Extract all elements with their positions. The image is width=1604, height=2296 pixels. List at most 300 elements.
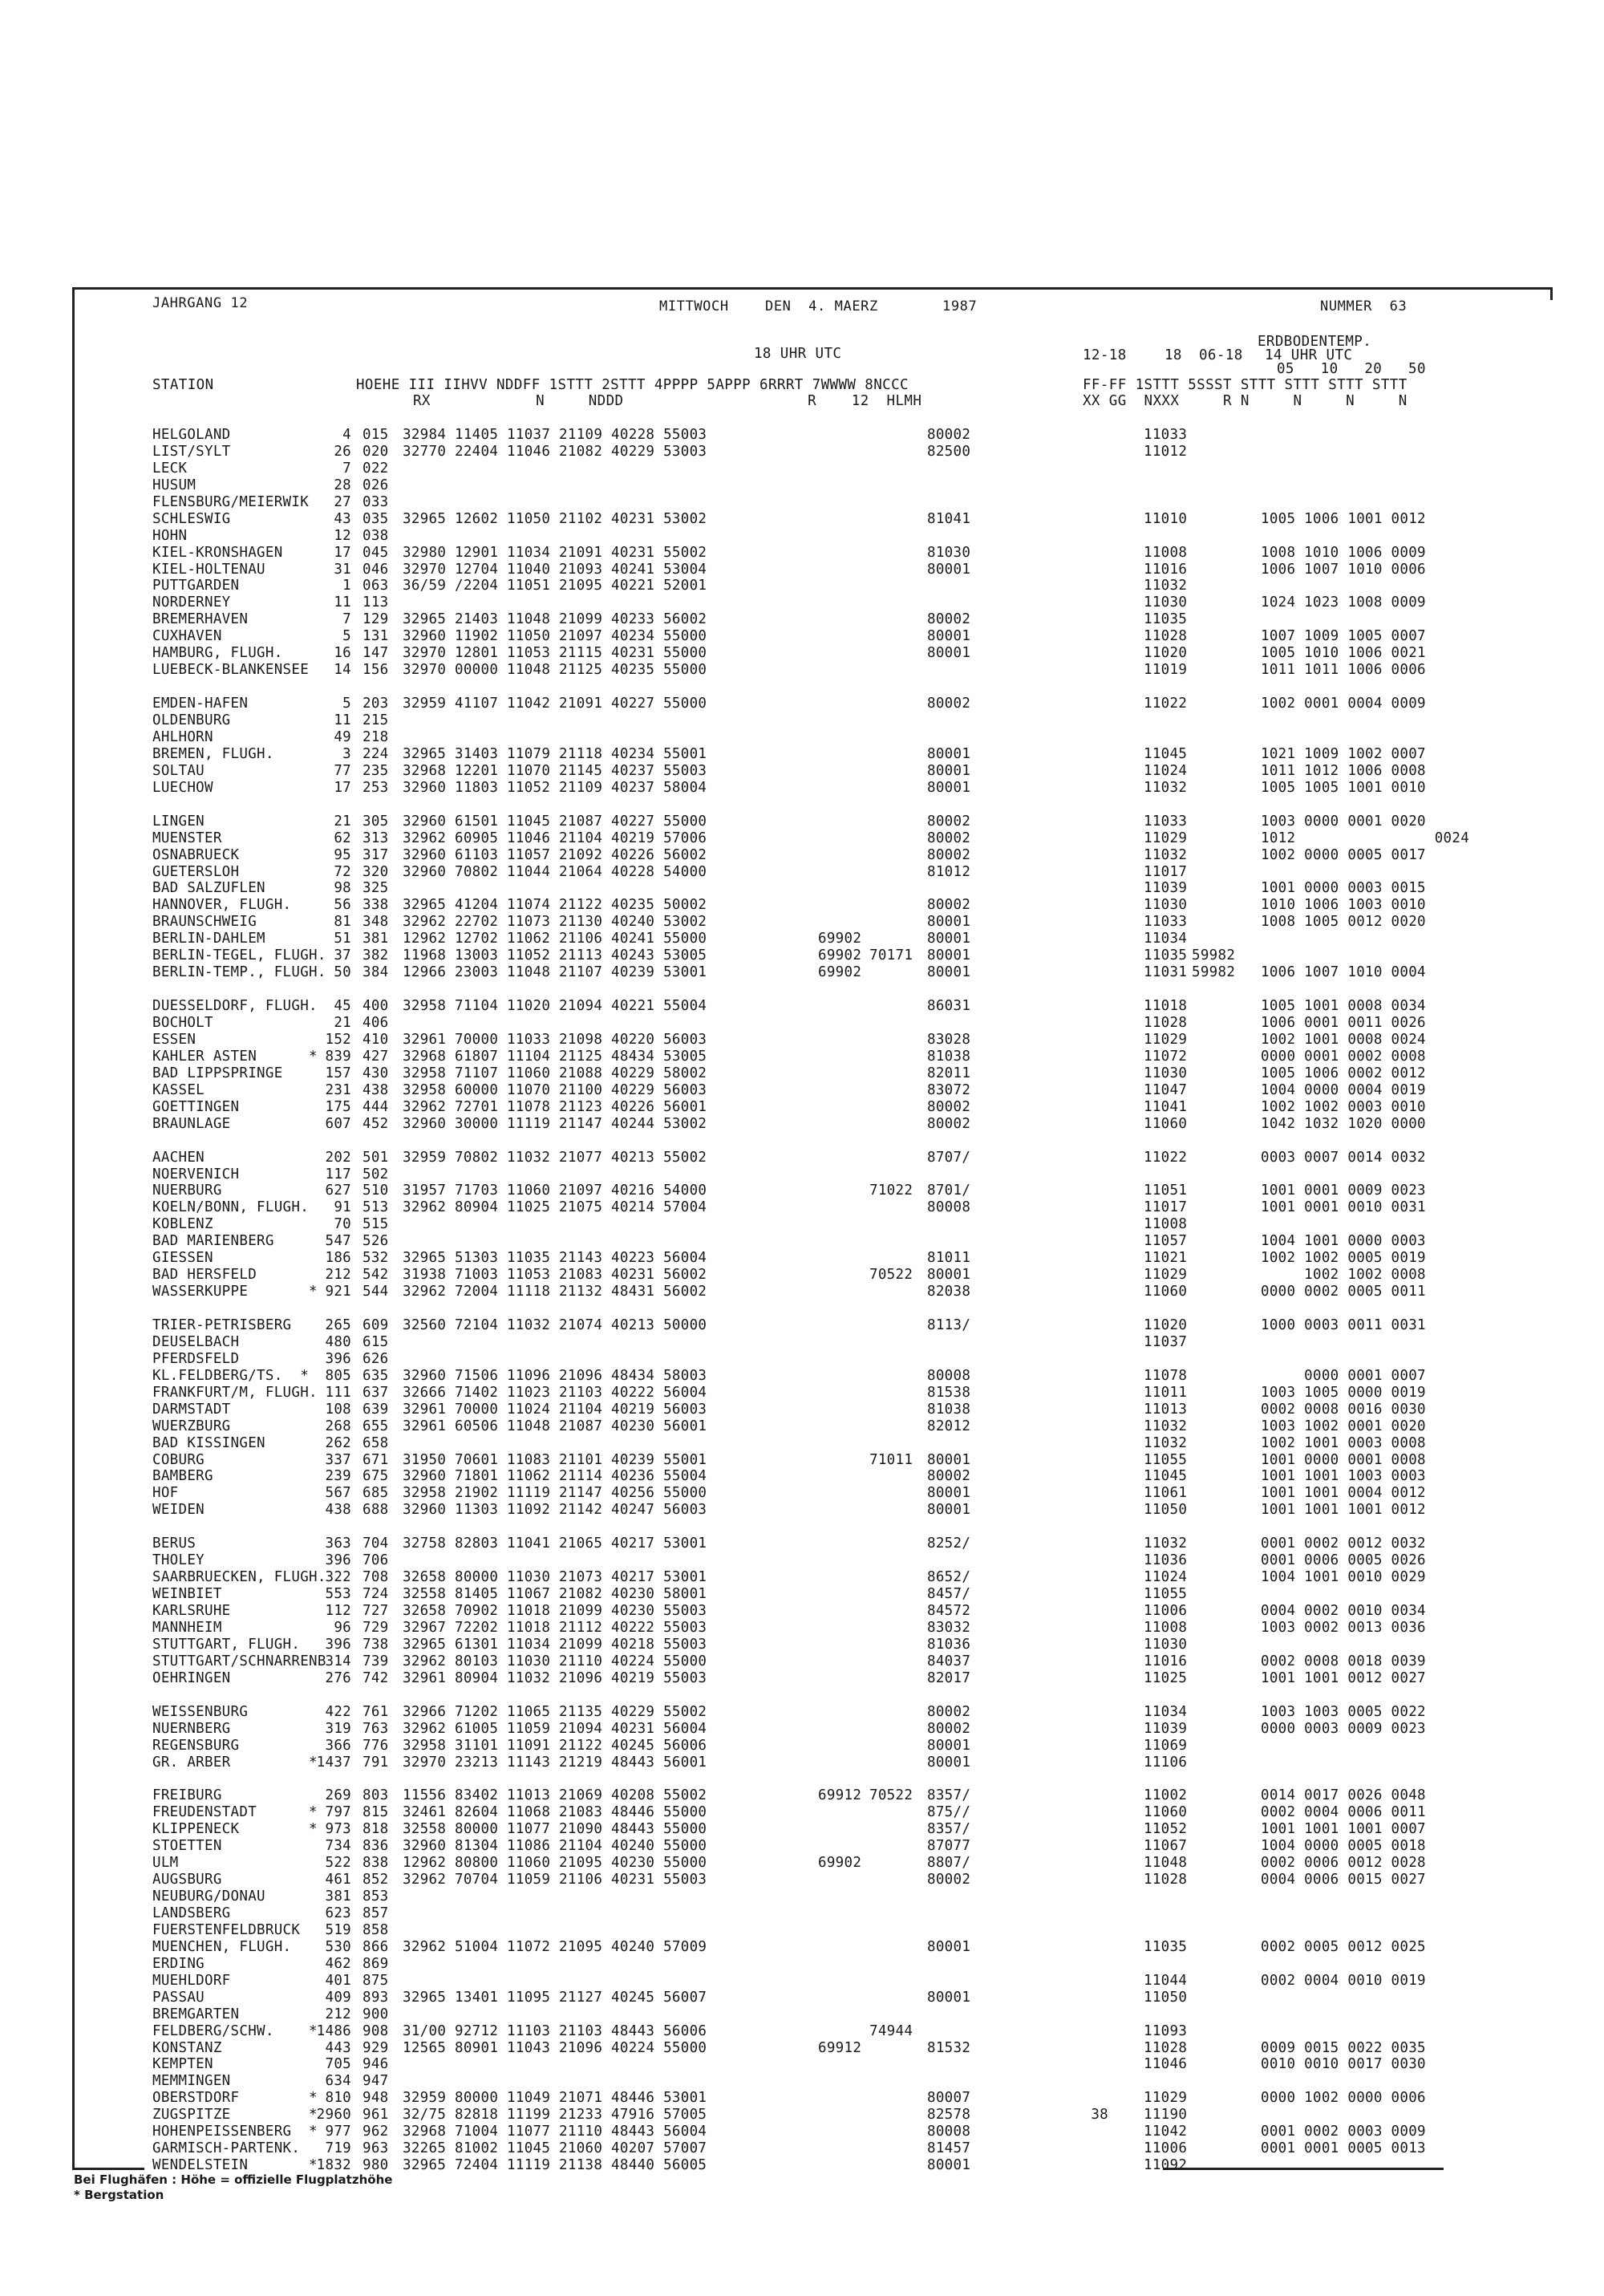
h18-heading: 18: [1165, 347, 1182, 363]
cloud-group: 80001: [927, 561, 971, 578]
station-index: 215: [363, 712, 389, 728]
jahrgang: JAHRGANG 12: [152, 295, 249, 311]
group-spacer: [149, 981, 1513, 998]
station-index: 406: [363, 1015, 389, 1031]
table-row: [149, 947, 1513, 964]
max-temp-group: 11034: [1144, 931, 1188, 947]
station-name: BERLIN-DAHLEM: [152, 931, 265, 947]
main-groups: 32962 22702 11073 21130 40240 53002: [403, 914, 707, 931]
weather-group: 74944: [869, 2022, 913, 2039]
cloud-group: 80001: [927, 1938, 971, 1955]
soil-temps: 1006 0001 0011 0026: [1261, 1015, 1426, 1031]
soil-temps: 1001 1001 0012 0027: [1261, 1669, 1426, 1686]
station-index: 035: [363, 510, 389, 527]
station-index: 961: [363, 2107, 389, 2124]
table-row: [149, 1603, 1513, 1620]
max-temp-group: 11039: [1144, 1720, 1188, 1737]
station-name: WEIDEN: [152, 1502, 205, 1519]
station-index: 513: [363, 1199, 389, 1216]
altitude: 108: [325, 1401, 351, 1418]
station-index: 963: [363, 2140, 389, 2157]
max-temp-group: 11045: [1144, 1468, 1188, 1485]
cloud-group: 8113/: [927, 1317, 971, 1333]
altitude: 810: [325, 2090, 351, 2107]
cloud-group: 8807/: [927, 1855, 971, 1872]
max-temp-group: 11036: [1144, 1552, 1188, 1569]
cloud-group: 8652/: [927, 1569, 971, 1586]
station-name: TRIER-PETRISBERG: [152, 1317, 292, 1333]
main-groups: 32965 41204 11074 21122 40235 50002: [403, 897, 707, 914]
cloud-group: 81012: [927, 863, 971, 880]
table-row: [149, 1939, 1513, 1956]
altitude: 11: [334, 594, 351, 611]
cloud-group: 8457/: [927, 1586, 971, 1603]
table-row: [149, 645, 1513, 662]
table-row: [149, 1250, 1513, 1267]
table-row: [149, 1804, 1513, 1821]
station-index: 444: [363, 1098, 389, 1115]
max-temp-group: 11032: [1144, 846, 1188, 863]
soil-temps: 0000 0001 0002 0008: [1261, 1048, 1426, 1065]
main-groups: 32658 80000 11030 21073 40217 53001: [403, 1569, 707, 1586]
station-name: GIESSEN: [152, 1250, 213, 1267]
table-row: [149, 1872, 1513, 1888]
sunshine-group: 59982: [1192, 964, 1236, 981]
max-temp-group: 11021: [1144, 1250, 1188, 1267]
cloud-group: 83032: [927, 1619, 971, 1636]
station-index: 853: [363, 1888, 389, 1905]
max-temp-group: 11035: [1144, 947, 1188, 964]
main-groups: 32959 80000 11049 21071 48446 53001: [403, 2090, 707, 2107]
table-row: [149, 1754, 1513, 1771]
table-row: [149, 1973, 1513, 1990]
max-temp-group: 11030: [1144, 1636, 1188, 1653]
table-row: [149, 2140, 1513, 2157]
cloud-group: 80002: [927, 813, 971, 830]
h0618-heading: 06-18: [1199, 347, 1243, 363]
max-temp-group: 11028: [1144, 2039, 1188, 2056]
cloud-group: 8357/: [927, 1787, 971, 1804]
gust-group: 38: [1091, 2107, 1108, 2124]
station-index: 253: [363, 779, 389, 796]
table-row: [149, 1888, 1513, 1905]
table-row: [149, 998, 1513, 1015]
station-index: 501: [363, 1149, 389, 1166]
station-index: 929: [363, 2039, 389, 2056]
group-spacer: [149, 797, 1513, 813]
station-index: 675: [363, 1468, 389, 1485]
station-index: 948: [363, 2090, 389, 2107]
station-name: HUSUM: [152, 477, 196, 493]
table-row: [149, 864, 1513, 881]
station-index: 639: [363, 1401, 389, 1418]
max-temp-group: 11028: [1144, 1015, 1188, 1031]
altitude: 530: [325, 1938, 351, 1955]
altitude: 72: [334, 863, 351, 880]
max-temp-group: 11029: [1144, 1031, 1188, 1048]
max-temp-group: 11018: [1144, 998, 1188, 1015]
weather-group: 71022: [869, 1182, 913, 1199]
station-index: 947: [363, 2073, 389, 2090]
altitude: 62: [334, 830, 351, 846]
max-temp-group: 11020: [1144, 645, 1188, 662]
station-name: SCHLESWIG: [152, 510, 231, 527]
soil-temps: 0002 0005 0012 0025: [1261, 1938, 1426, 1955]
station-index: 544: [363, 1284, 389, 1300]
station-index: 866: [363, 1938, 389, 1955]
altitude: 11: [334, 712, 351, 728]
bottom-rule-left: [72, 2168, 144, 2170]
soil-temps: 0000 0002 0005 0011: [1261, 1284, 1426, 1300]
table-row: [149, 1150, 1513, 1166]
station-index: 626: [363, 1350, 389, 1367]
table-row: [149, 1199, 1513, 1216]
h1218-heading: 12-18: [1083, 347, 1127, 363]
table-row: [149, 460, 1513, 477]
soil-temps: 1004 1001 0010 0029: [1261, 1569, 1426, 1586]
station-name: HAMBURG, FLUGH.: [152, 645, 283, 662]
station-index: 857: [363, 1905, 389, 1921]
soil-temps: 0001 0006 0005 0026: [1261, 1552, 1426, 1569]
station-index: 980: [363, 2157, 389, 2174]
table-row: [149, 1216, 1513, 1233]
station-name: HOF: [152, 1485, 179, 1502]
station-index: 400: [363, 998, 389, 1015]
altitude: 112: [325, 1603, 351, 1619]
max-temp-group: 11024: [1144, 1569, 1188, 1586]
table-row: [149, 1368, 1513, 1385]
table-row: [149, 1166, 1513, 1183]
altitude: 95: [334, 846, 351, 863]
station-name: FELDBERG/SCHW. *: [152, 2022, 318, 2039]
altitude: 422: [325, 1703, 351, 1720]
altitude: 5: [342, 628, 351, 645]
table-row: [149, 847, 1513, 864]
soil-temps: 1024 1023 1008 0009: [1261, 594, 1426, 611]
station-index: 046: [363, 561, 389, 578]
station-index: 729: [363, 1619, 389, 1636]
cloud-group: 84037: [927, 1653, 971, 1669]
station-name: FLENSBURG/MEIERWIK: [152, 493, 310, 510]
station-index: 147: [363, 645, 389, 662]
table-row: [149, 813, 1513, 830]
max-temp-group: 11034: [1144, 1703, 1188, 1720]
table-row: [149, 1838, 1513, 1855]
altitude: 381: [325, 1888, 351, 1905]
station-name: MUENSTER: [152, 830, 222, 846]
main-groups: 32958 60000 11070 21100 40229 56003: [403, 1081, 707, 1098]
year: 1987: [942, 298, 978, 314]
cloud-group: 87077: [927, 1838, 971, 1855]
station-table: [149, 427, 1513, 2174]
table-row: [149, 897, 1513, 914]
cloud-group: 80001: [927, 762, 971, 779]
cloud-group: 8357/: [927, 1821, 971, 1838]
station-index: 739: [363, 1653, 389, 1669]
altitude: 239: [325, 1468, 351, 1485]
station-index: 382: [363, 947, 389, 964]
station-index: 658: [363, 1434, 389, 1451]
soil-temps: 1012 0024: [1261, 830, 1470, 846]
max-temp-group: 11002: [1144, 1787, 1188, 1804]
station-index: 803: [363, 1787, 389, 1804]
main-groups: 32960 70802 11044 21064 40228 54000: [403, 863, 707, 880]
max-temp-group: 11033: [1144, 427, 1188, 443]
station-index: 637: [363, 1384, 389, 1401]
max-temp-group: 11069: [1144, 1737, 1188, 1754]
max-temp-group: 11029: [1144, 1267, 1188, 1284]
main-groups: 11968 13003 11052 21113 40243 53005: [403, 947, 707, 964]
table-row: [149, 1334, 1513, 1351]
altitude: 1832: [316, 2157, 351, 2174]
cloud-group: 80001: [927, 1989, 971, 2006]
table-row: [149, 2006, 1513, 2023]
table-row: [149, 1182, 1513, 1199]
table-row: [149, 1099, 1513, 1116]
main-groups: 32558 80000 11077 21090 48443 55000: [403, 1821, 707, 1838]
station-name: LANDSBERG: [152, 1905, 231, 1921]
cloud-group: 80001: [927, 931, 971, 947]
station-name: AUGSBURG: [152, 1872, 222, 1888]
max-temp-group: 11016: [1144, 1653, 1188, 1669]
soil-temps: 1004 1001 0000 0003: [1261, 1233, 1426, 1250]
cloud-group: 81038: [927, 1048, 971, 1065]
station-name: BERUS: [152, 1535, 196, 1552]
soil-temps: 1005 1006 1001 0012: [1261, 510, 1426, 527]
station-name: KIEL-HOLTENAU: [152, 561, 265, 578]
cloud-group: 8701/: [927, 1182, 971, 1199]
soil-temps: 1003 1002 0001 0020: [1261, 1418, 1426, 1434]
station-name: COBURG: [152, 1451, 205, 1468]
altitude: 443: [325, 2039, 351, 2056]
altitude: 202: [325, 1149, 351, 1166]
station-index: 852: [363, 1872, 389, 1888]
station-index: 724: [363, 1586, 389, 1603]
station-name: LINGEN: [152, 813, 205, 830]
table-row: [149, 477, 1513, 494]
altitude: 438: [325, 1502, 351, 1519]
group-spacer: [149, 1771, 1513, 1787]
max-temp-group: 11078: [1144, 1367, 1188, 1384]
cloud-group: 82017: [927, 1669, 971, 1686]
max-temp-group: 11055: [1144, 1586, 1188, 1603]
main-groups: 32770 22404 11046 21082 40229 53003: [403, 443, 707, 460]
altitude: 547: [325, 1233, 351, 1250]
main-groups: 32960 11803 11052 21109 40237 58004: [403, 779, 707, 796]
soil-temps: 1004 0000 0004 0019: [1261, 1081, 1426, 1098]
altitude: 265: [325, 1317, 351, 1333]
cloud-group: 80008: [927, 1367, 971, 1384]
soil-temps: 1003 1005 0000 0019: [1261, 1384, 1426, 1401]
main-groups: 32970 00000 11048 21125 40235 55000: [403, 662, 707, 679]
max-temp-group: 11106: [1144, 1754, 1188, 1771]
altitude: 28: [334, 477, 351, 493]
cloud-group: 86031: [927, 998, 971, 1015]
main-groups: 31938 71003 11053 21083 40231 56002: [403, 1267, 707, 1284]
altitude: 4: [342, 427, 351, 443]
table-row: [149, 729, 1513, 746]
weather-group: 70522: [869, 1787, 913, 1804]
main-groups: 32558 81405 11067 21082 40230 58001: [403, 1586, 707, 1603]
altitude: 268: [325, 1418, 351, 1434]
altitude: 480: [325, 1333, 351, 1350]
max-temp-group: 11008: [1144, 1619, 1188, 1636]
station-index: 706: [363, 1552, 389, 1569]
main-groups: 32965 12602 11050 21102 40231 53002: [403, 510, 707, 527]
max-temp-group: 11047: [1144, 1081, 1188, 1098]
station-name: FRANKFURT/M, FLUGH.: [152, 1384, 318, 1401]
main-groups: 32960 71506 11096 21096 48434 58003: [403, 1367, 707, 1384]
table-row: [149, 1267, 1513, 1284]
main-groups: 31950 70601 11083 21101 40239 55001: [403, 1451, 707, 1468]
station-index: 515: [363, 1216, 389, 1233]
altitude: 366: [325, 1737, 351, 1754]
altitude: 31: [334, 561, 351, 578]
max-temp-group: 11006: [1144, 1603, 1188, 1619]
soil-temps: 1006 1007 1010 0006: [1261, 561, 1426, 578]
station-index: 203: [363, 696, 389, 712]
table-row: [149, 2157, 1513, 2174]
cloud-group: 81532: [927, 2039, 971, 2056]
max-temp-group: 11025: [1144, 1669, 1188, 1686]
station-name: LIST/SYLT: [152, 443, 231, 460]
soil-temps: 1003 0002 0013 0036: [1261, 1619, 1426, 1636]
station-name: MUENCHEN, FLUGH.: [152, 1938, 292, 1955]
station-index: 869: [363, 1955, 389, 1972]
station-name: BAD HERSFELD: [152, 1267, 257, 1284]
table-row: [149, 1418, 1513, 1435]
main-groups: 32965 72404 11119 21138 48440 56005: [403, 2157, 707, 2174]
max-temp-group: 11016: [1144, 561, 1188, 578]
max-temp-group: 11008: [1144, 1216, 1188, 1233]
station-index: 542: [363, 1267, 389, 1284]
soil-temps: 0003 0007 0014 0032: [1261, 1149, 1426, 1166]
altitude: 977: [325, 2124, 351, 2140]
altitude: 973: [325, 1821, 351, 1838]
max-temp-group: 11055: [1144, 1451, 1188, 1468]
soil-temps: 1003 0000 0001 0020: [1261, 813, 1426, 830]
table-row: [149, 1787, 1513, 1804]
cloud-group: 80001: [927, 779, 971, 796]
altitude: 175: [325, 1098, 351, 1115]
station-name: STOETTEN: [152, 1838, 222, 1855]
main-groups: 32965 13401 11095 21127 40245 56007: [403, 1989, 707, 2006]
cloud-group: 82012: [927, 1418, 971, 1434]
max-temp-group: 11011: [1144, 1384, 1188, 1401]
station-index: 688: [363, 1502, 389, 1519]
precip-group: 69902: [818, 947, 862, 964]
station-name: HELGOLAND: [152, 427, 231, 443]
cloud-group: 82011: [927, 1065, 971, 1081]
cloud-group: 82578: [927, 2107, 971, 2124]
main-groups: 32965 31403 11079 21118 40234 55001: [403, 745, 707, 762]
left-rule: [72, 287, 75, 2169]
altitude: 337: [325, 1451, 351, 1468]
table-row: [149, 1116, 1513, 1133]
max-temp-group: 11029: [1144, 2090, 1188, 2107]
station-name: WUERZBURG: [152, 1418, 231, 1434]
altitude: 522: [325, 1855, 351, 1872]
max-temp-group: 11028: [1144, 1872, 1188, 1888]
table-row: [149, 1402, 1513, 1418]
weekday: MITTWOCH: [659, 298, 729, 314]
station-index: 224: [363, 745, 389, 762]
cloud-group: 80002: [927, 897, 971, 914]
soil-temps: 1001 1001 1001 0007: [1261, 1821, 1426, 1838]
max-temp-group: 11057: [1144, 1233, 1188, 1250]
station-index: 526: [363, 1233, 389, 1250]
table-row: [149, 1535, 1513, 1552]
station-index: 338: [363, 897, 389, 914]
main-groups: 32962 72701 11078 21123 40226 56001: [403, 1098, 707, 1115]
station-name: BERLIN-TEMP., FLUGH.: [152, 964, 326, 981]
main-groups: 32962 70704 11059 21106 40231 55003: [403, 1872, 707, 1888]
altitude: 231: [325, 1081, 351, 1098]
station-name: BERLIN-TEGEL, FLUGH.: [152, 947, 326, 964]
main-groups: 32758 82803 11041 21065 40217 53001: [403, 1535, 707, 1552]
table-row: [149, 780, 1513, 797]
station-name: OBERSTDORF *: [152, 2090, 318, 2107]
altitude: 98: [334, 880, 351, 897]
station-name: PFERDSFELD: [152, 1350, 240, 1367]
main-groups: 32961 60506 11048 21087 40230 56001: [403, 1418, 707, 1434]
max-temp-group: 11030: [1144, 897, 1188, 914]
max-temp-group: 11033: [1144, 914, 1188, 931]
soil-temps: 1001 1001 0004 0012: [1261, 1485, 1426, 1502]
altitude: 839: [325, 1048, 351, 1065]
main-groups: 36/59 /2204 11051 21095 40221 52001: [403, 578, 707, 594]
altitude: 14: [334, 662, 351, 679]
max-temp-group: 11017: [1144, 863, 1188, 880]
cloud-group: 80002: [927, 1720, 971, 1737]
altitude: 269: [325, 1787, 351, 1804]
station-name: BAMBERG: [152, 1468, 213, 1485]
main-groups: 32961 80904 11032 21096 40219 55003: [403, 1669, 707, 1686]
altitude: 553: [325, 1586, 351, 1603]
altitude: 567: [325, 1485, 351, 1502]
table-row: [149, 964, 1513, 981]
station-index: 410: [363, 1031, 389, 1048]
soil-temps: 1001 0001 0010 0031: [1261, 1199, 1426, 1216]
main-groups: 32959 41107 11042 21091 40227 55000: [403, 696, 707, 712]
max-temp-group: 11010: [1144, 510, 1188, 527]
max-temp-group: 11035: [1144, 611, 1188, 628]
table-row: [149, 1704, 1513, 1721]
station-index: 671: [363, 1451, 389, 1468]
altitude: 1: [342, 578, 351, 594]
main-groups: 32658 70902 11018 21099 40230 55003: [403, 1603, 707, 1619]
main-groups: 31/00 92712 11103 21103 48443 56006: [403, 2022, 707, 2039]
main-groups: 31957 71703 11060 21097 40216 54000: [403, 1182, 707, 1199]
station-index: 063: [363, 578, 389, 594]
main-groups: 12962 80800 11060 21095 40230 55000: [403, 1855, 707, 1872]
soil-temps: 0002 0008 0018 0039: [1261, 1653, 1426, 1669]
group-spacer: [149, 1519, 1513, 1535]
table-row: [149, 1502, 1513, 1519]
cloud-group: 80002: [927, 1872, 971, 1888]
max-temp-group: 11022: [1144, 1149, 1188, 1166]
table-row: [149, 1065, 1513, 1082]
cloud-group: 80001: [927, 1754, 971, 1771]
main-groups: 32/75 82818 11199 21233 47916 57005: [403, 2107, 707, 2124]
station-index: 763: [363, 1720, 389, 1737]
station-index: 320: [363, 863, 389, 880]
soil-temps: 1006 1007 1010 0004: [1261, 964, 1426, 981]
station-name: BAD LIPPSPRINGE: [152, 1065, 283, 1081]
cloud-group: 8252/: [927, 1535, 971, 1552]
soil-temps: 0001 0002 0003 0009: [1261, 2124, 1426, 2140]
station-index: 761: [363, 1703, 389, 1720]
